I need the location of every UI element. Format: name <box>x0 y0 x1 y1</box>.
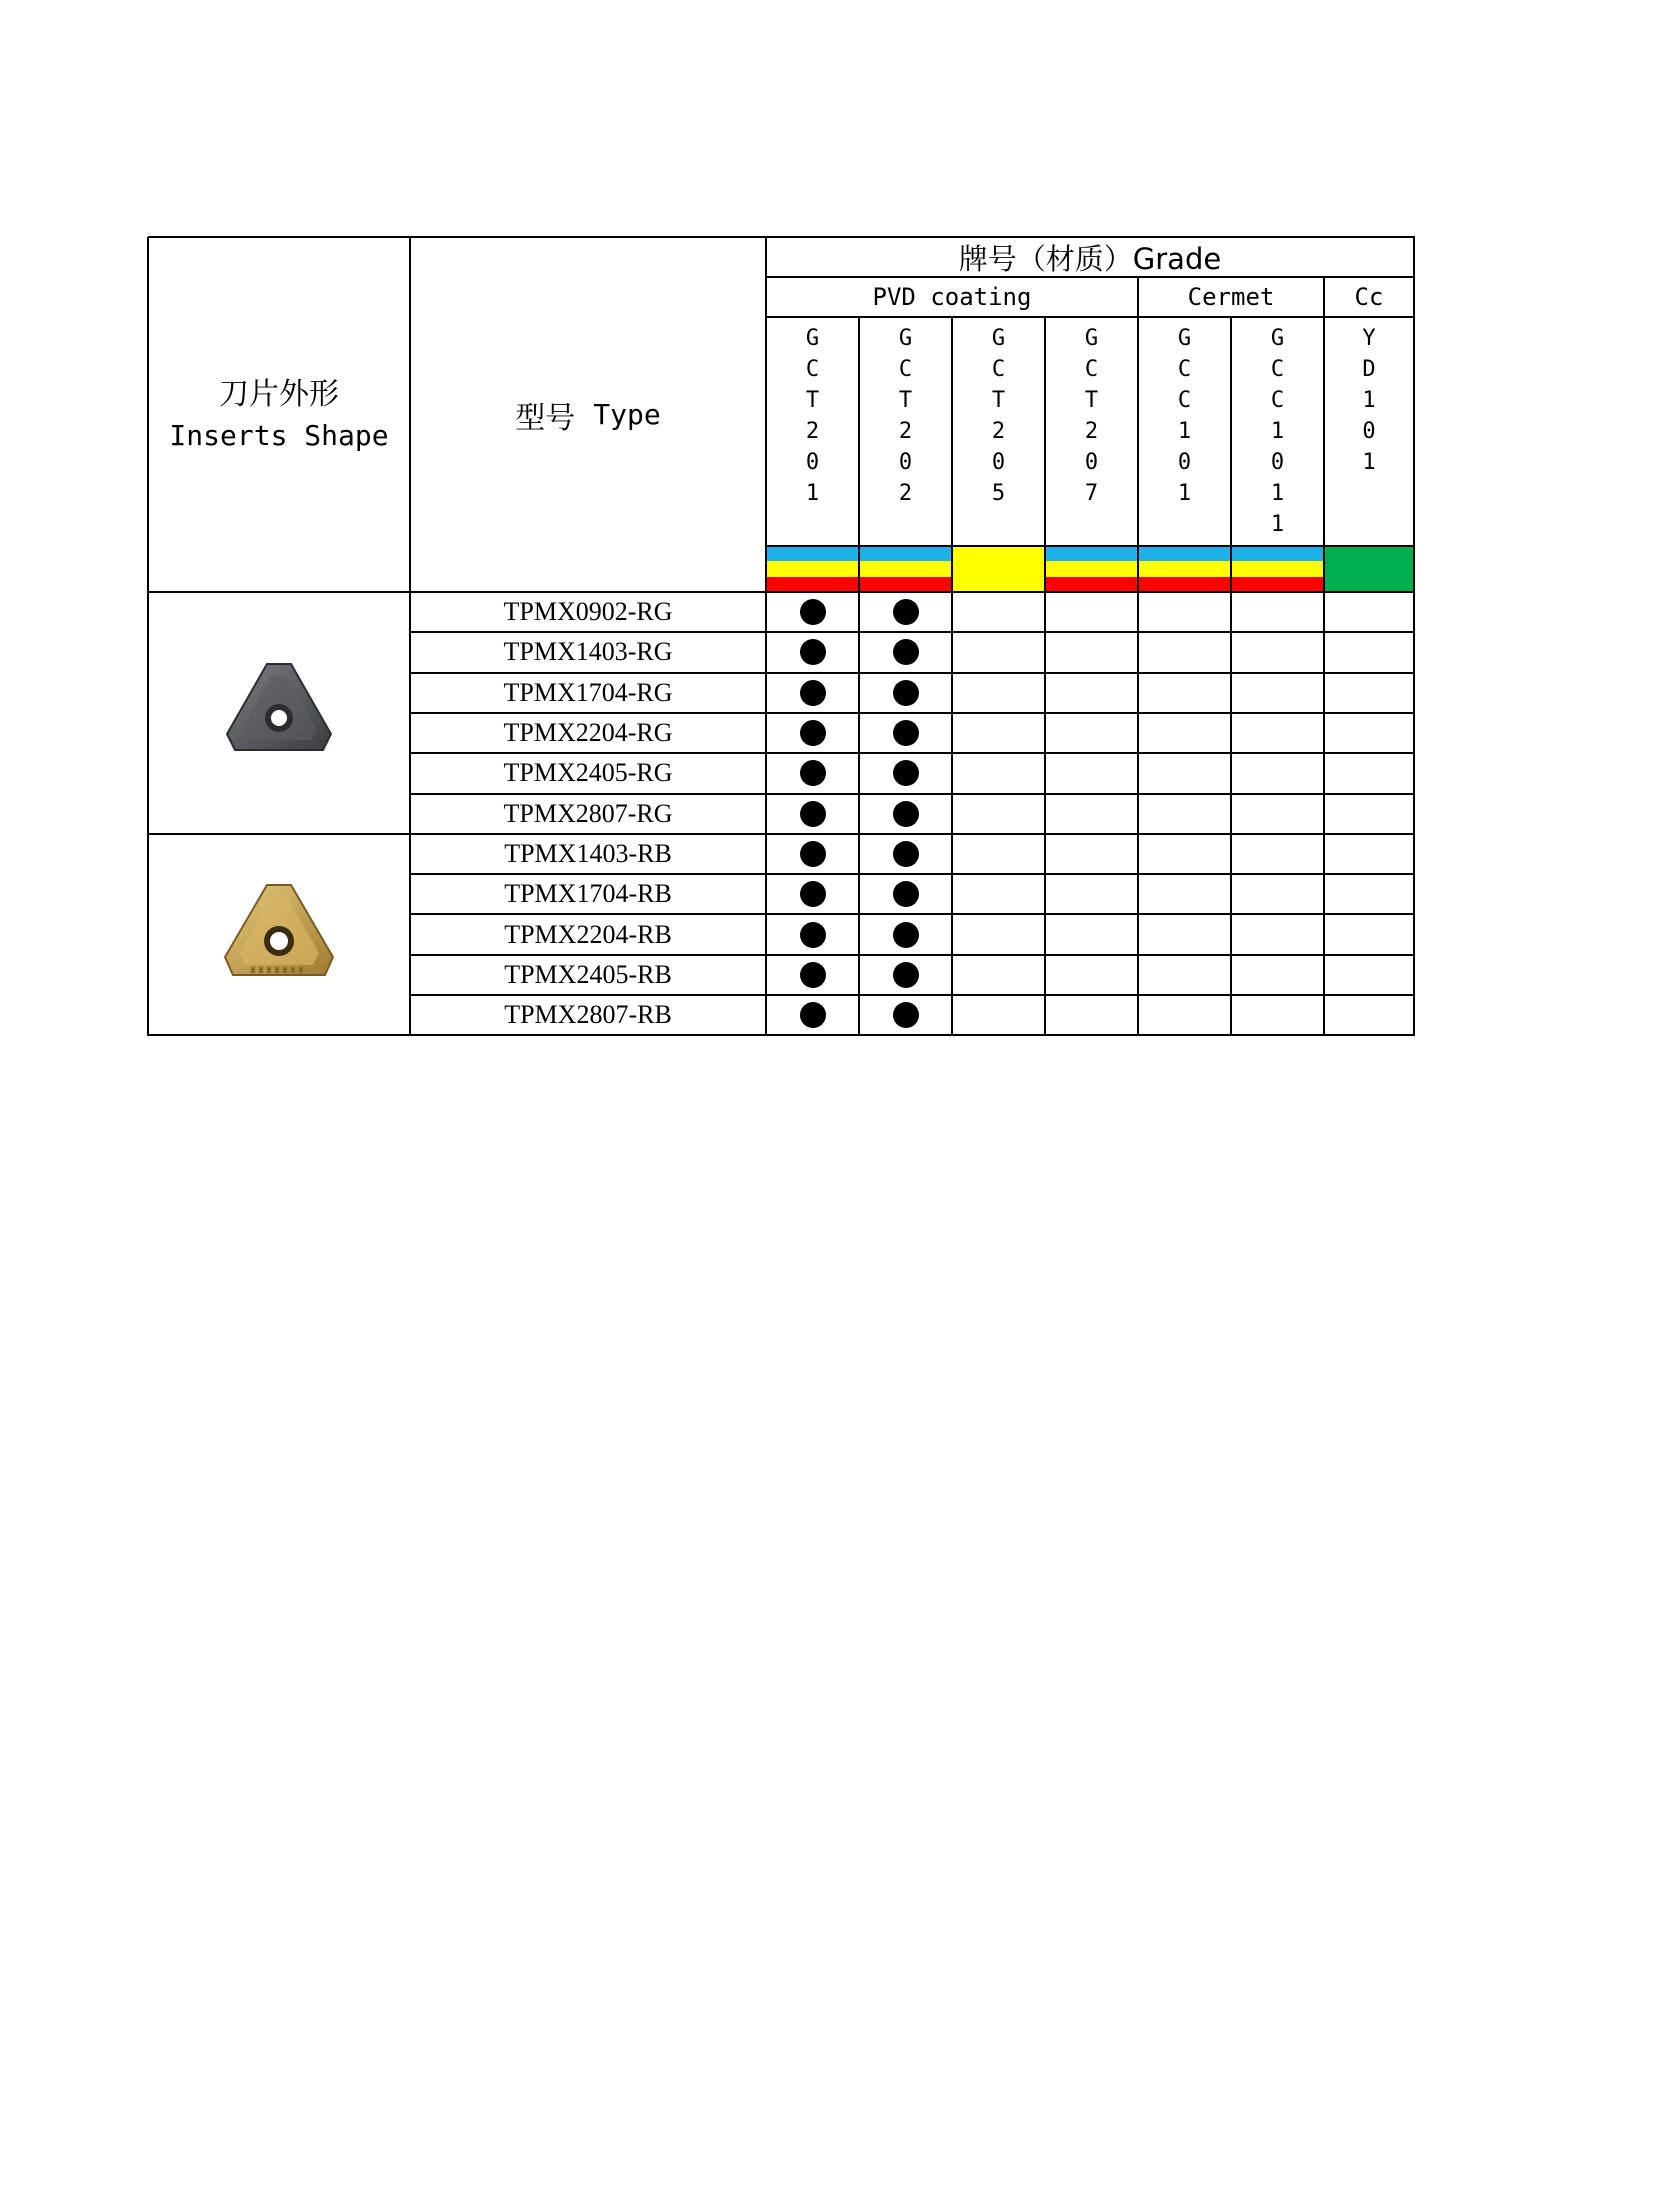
type-cell: TPMX2405-RB <box>504 959 672 989</box>
mark-cell <box>766 753 859 793</box>
mark-cell <box>1231 632 1324 672</box>
availability-dot <box>800 599 826 625</box>
grid-hline <box>410 913 1415 915</box>
mark-cell <box>952 874 1045 914</box>
color-band-stripe <box>952 546 1045 592</box>
mark-cell <box>1138 995 1231 1035</box>
grid-vline <box>765 237 767 1036</box>
type-cell: TPMX1403-RG <box>503 637 673 667</box>
grade-code-char: 1 <box>1362 388 1376 413</box>
grade-code-char: C <box>898 357 913 382</box>
grid-hline <box>410 712 1415 714</box>
color-band-stripe <box>1045 546 1138 561</box>
mark-cell <box>766 914 859 954</box>
grade-code-char: T <box>805 388 820 413</box>
grade-code-char: 2 <box>805 419 820 444</box>
grade-code-char: 0 <box>991 450 1006 475</box>
grade-code-char: C <box>1270 357 1285 382</box>
availability-dot <box>800 881 826 907</box>
availability-dot <box>800 720 826 746</box>
mark-cell <box>859 955 952 995</box>
mark-cell <box>952 592 1045 632</box>
grade-code-char: 2 <box>898 419 913 444</box>
mark-cell <box>766 874 859 914</box>
mark-cell <box>766 673 859 713</box>
grade-code-char: 7 <box>1084 481 1099 506</box>
availability-dot <box>800 1002 826 1028</box>
color-band-gcc1011 <box>1231 546 1324 592</box>
mark-cell <box>766 794 859 834</box>
color-band-stripe <box>1045 577 1138 592</box>
mark-cell <box>1045 834 1138 874</box>
header-shape-en: Inserts Shape <box>169 418 389 452</box>
type-cell: TPMX0902-RG <box>503 597 673 627</box>
mark-cell <box>1045 914 1138 954</box>
availability-dot <box>893 720 919 746</box>
grade-code-char: 0 <box>1362 419 1376 444</box>
grade-code-char: C <box>1177 357 1192 382</box>
color-band-gct207 <box>1045 546 1138 592</box>
mark-cell <box>1138 794 1231 834</box>
mark-cell <box>1045 592 1138 632</box>
mark-cell <box>952 673 1045 713</box>
mark-cell <box>1045 874 1138 914</box>
mark-cell <box>859 753 952 793</box>
mark-cell <box>1138 874 1231 914</box>
mark-cell <box>952 995 1045 1035</box>
availability-dot <box>800 639 826 665</box>
grade-code-gct201 <box>766 317 859 546</box>
mark-cell <box>1138 673 1231 713</box>
color-band-stripe <box>1138 546 1231 561</box>
availability-dot <box>893 760 919 786</box>
type-cell: TPMX2807-RB <box>504 1000 672 1030</box>
grade-code-char: 0 <box>1084 450 1099 475</box>
mark-cell <box>1324 955 1414 995</box>
availability-dot <box>893 801 919 827</box>
grid-vline <box>1230 317 1232 1036</box>
color-band-stripe <box>1045 561 1138 576</box>
mark-cell <box>859 794 952 834</box>
grid-hline <box>410 873 1415 875</box>
grid-hline <box>410 793 1415 795</box>
grade-code-char: G <box>898 326 913 351</box>
grade-code-char: G <box>1270 326 1285 351</box>
group-label-pvd: PVD coating <box>872 283 1032 311</box>
mark-cell <box>859 592 952 632</box>
availability-dot <box>893 639 919 665</box>
availability-dot <box>800 680 826 706</box>
availability-dot <box>893 680 919 706</box>
grade-code-char: C <box>805 357 820 382</box>
color-band-stripe <box>859 546 952 561</box>
mark-cell <box>952 794 1045 834</box>
mark-cell <box>952 713 1045 753</box>
grade-code-char: 2 <box>991 419 1006 444</box>
availability-dot <box>800 962 826 988</box>
grid-hline <box>148 1034 1415 1036</box>
mark-cell <box>1045 955 1138 995</box>
mark-cell <box>859 914 952 954</box>
grid-hline <box>148 833 1415 835</box>
availability-dot <box>800 801 826 827</box>
type-cell: TPMX2204-RG <box>503 718 673 748</box>
grid-hline <box>148 236 1415 238</box>
mark-cell <box>1231 955 1324 995</box>
grid-vline <box>1137 277 1139 1036</box>
mark-cell <box>859 713 952 753</box>
mark-cell <box>952 753 1045 793</box>
grade-code-char: C <box>1270 388 1285 413</box>
header-type-cell <box>410 237 766 592</box>
grade-code-char: G <box>1084 326 1099 351</box>
grid-hline <box>766 545 1415 547</box>
mark-cell <box>766 955 859 995</box>
grid-hline <box>410 631 1415 633</box>
mark-cell <box>1324 995 1414 1035</box>
grade-code-gcc1011 <box>1231 317 1324 546</box>
mark-cell <box>859 874 952 914</box>
grade-code-char: 1 <box>805 481 820 506</box>
mark-cell <box>1045 794 1138 834</box>
availability-dot <box>893 962 919 988</box>
color-band-gct205 <box>952 546 1045 592</box>
availability-dot <box>893 599 919 625</box>
grade-code-char: 1 <box>1177 481 1192 506</box>
mark-cell <box>1324 673 1414 713</box>
mark-cell <box>1231 713 1324 753</box>
header-shape-cell <box>148 237 410 592</box>
mark-cell <box>1231 914 1324 954</box>
mark-cell <box>1045 673 1138 713</box>
grid-hline <box>766 276 1415 278</box>
color-band-stripe <box>1324 546 1414 592</box>
mark-cell <box>1324 914 1414 954</box>
availability-dot <box>893 922 919 948</box>
color-band-stripe <box>1138 561 1231 576</box>
color-band-stripe <box>859 561 952 576</box>
mark-cell <box>1324 592 1414 632</box>
grade-code-char: 5 <box>991 481 1006 506</box>
grid-vline <box>1413 237 1415 1036</box>
mark-cell <box>1045 632 1138 672</box>
color-band-stripe <box>1231 561 1324 576</box>
grade-code-char: T <box>898 388 913 413</box>
grey-trigon-insert-icon <box>219 658 339 768</box>
mark-cell <box>952 914 1045 954</box>
group-label-cc: Cc <box>1354 283 1384 311</box>
grid-vline <box>147 237 149 1036</box>
grade-code-char: 2 <box>1084 419 1099 444</box>
insert-shape-cell-rg <box>148 592 410 834</box>
grid-vline <box>1323 277 1325 1036</box>
mark-cell <box>1138 955 1231 995</box>
mark-cell <box>1045 713 1138 753</box>
grid-vline <box>951 317 953 1036</box>
color-band-stripe <box>859 577 952 592</box>
grid-hline <box>410 752 1415 754</box>
type-cell: TPMX1403-RB <box>504 838 672 868</box>
grade-code-gct205 <box>952 317 1045 546</box>
grid-hline <box>766 316 1415 318</box>
grade-code-char: D <box>1362 357 1376 382</box>
grade-code-char: 0 <box>1177 450 1192 475</box>
type-cell: TPMX1704-RG <box>503 677 673 707</box>
mark-cell <box>1231 794 1324 834</box>
grade-code-char: G <box>1177 326 1192 351</box>
type-cell: TPMX2807-RG <box>503 798 673 828</box>
mark-cell <box>859 632 952 672</box>
insert-shape-cell-rb <box>148 834 410 1036</box>
grade-code-char: 1 <box>1270 419 1285 444</box>
grid-hline <box>410 994 1415 996</box>
header-grade-cell <box>766 237 1414 277</box>
availability-dot <box>800 922 826 948</box>
grade-code-char: 1 <box>1270 481 1285 506</box>
mark-cell <box>952 834 1045 874</box>
color-band-stripe <box>1231 546 1324 561</box>
mark-cell <box>859 995 952 1035</box>
grade-code-char: C <box>1084 357 1099 382</box>
header-shape-cn: 刀片外形 <box>219 376 339 412</box>
grade-code-gcc101 <box>1138 317 1231 546</box>
mark-cell <box>1231 874 1324 914</box>
grade-code-yd101 <box>1324 317 1414 546</box>
type-cell: TPMX2405-RG <box>503 758 673 788</box>
availability-dot <box>893 1002 919 1028</box>
grid-vline <box>409 237 411 1036</box>
grade-code-gct207 <box>1045 317 1138 546</box>
grade-code-char: C <box>1177 388 1192 413</box>
color-band-stripe <box>1231 577 1324 592</box>
grid-vline <box>1044 317 1046 1036</box>
mark-cell <box>1138 713 1231 753</box>
mark-cell <box>1138 914 1231 954</box>
grid-hline <box>410 672 1415 674</box>
mark-cell <box>1231 995 1324 1035</box>
color-band-stripe <box>766 577 859 592</box>
mark-cell <box>952 955 1045 995</box>
color-band-gct201 <box>766 546 859 592</box>
mark-cell <box>1324 794 1414 834</box>
mark-cell <box>1231 834 1324 874</box>
grade-code-char: 1 <box>1270 512 1285 537</box>
grade-code-char: T <box>991 388 1006 413</box>
color-band-gct202 <box>859 546 952 592</box>
mark-cell <box>859 834 952 874</box>
mark-cell <box>766 632 859 672</box>
grade-code-char: G <box>805 326 820 351</box>
mark-cell <box>1231 592 1324 632</box>
mark-cell <box>1045 995 1138 1035</box>
color-band-stripe <box>1138 577 1231 592</box>
mark-cell <box>1231 753 1324 793</box>
mark-cell <box>1324 753 1414 793</box>
type-cell: TPMX1704-RB <box>504 879 672 909</box>
grade-code-char: 1 <box>1177 419 1192 444</box>
grade-code-char: T <box>1084 388 1099 413</box>
mark-cell <box>1138 592 1231 632</box>
gold-trigon-insert-icon <box>217 879 341 991</box>
mark-cell <box>952 632 1045 672</box>
mark-cell <box>1324 632 1414 672</box>
grade-code-char: 0 <box>1270 450 1285 475</box>
grade-code-char: C <box>991 357 1006 382</box>
mark-cell <box>766 995 859 1035</box>
color-band-stripe <box>766 561 859 576</box>
mark-cell <box>1324 834 1414 874</box>
grid-hline <box>410 954 1415 956</box>
mark-cell <box>1045 753 1138 793</box>
mark-cell <box>1138 753 1231 793</box>
mark-cell <box>766 834 859 874</box>
grade-code-char: 2 <box>898 481 913 506</box>
availability-dot <box>893 881 919 907</box>
grade-code-char: 0 <box>805 450 820 475</box>
header-grade-title: 牌号（材质）Grade <box>958 241 1222 276</box>
availability-dot <box>800 841 826 867</box>
availability-dot <box>800 760 826 786</box>
grade-code-char: 0 <box>898 450 913 475</box>
color-band-gcc101 <box>1138 546 1231 592</box>
grade-code-char: G <box>991 326 1006 351</box>
type-cell: TPMX2204-RB <box>504 919 672 949</box>
grid-hline <box>148 591 1415 593</box>
mark-cell <box>1138 632 1231 672</box>
mark-cell <box>1231 673 1324 713</box>
grid-vline <box>858 317 860 1036</box>
header-type-cn: 型号 <box>515 400 576 436</box>
mark-cell <box>1324 874 1414 914</box>
mark-cell <box>766 592 859 632</box>
color-band-stripe <box>766 546 859 561</box>
grade-code-char: Y <box>1362 326 1376 351</box>
availability-dot <box>893 841 919 867</box>
group-label-cermet: Cermet <box>1187 283 1275 311</box>
mark-cell <box>1324 713 1414 753</box>
grade-code-char: 1 <box>1362 450 1376 475</box>
grade-code-gct202 <box>859 317 952 546</box>
mark-cell <box>1138 834 1231 874</box>
mark-cell <box>859 673 952 713</box>
color-band-yd101 <box>1324 546 1414 592</box>
mark-cell <box>766 713 859 753</box>
header-type-en: Type <box>593 398 661 431</box>
